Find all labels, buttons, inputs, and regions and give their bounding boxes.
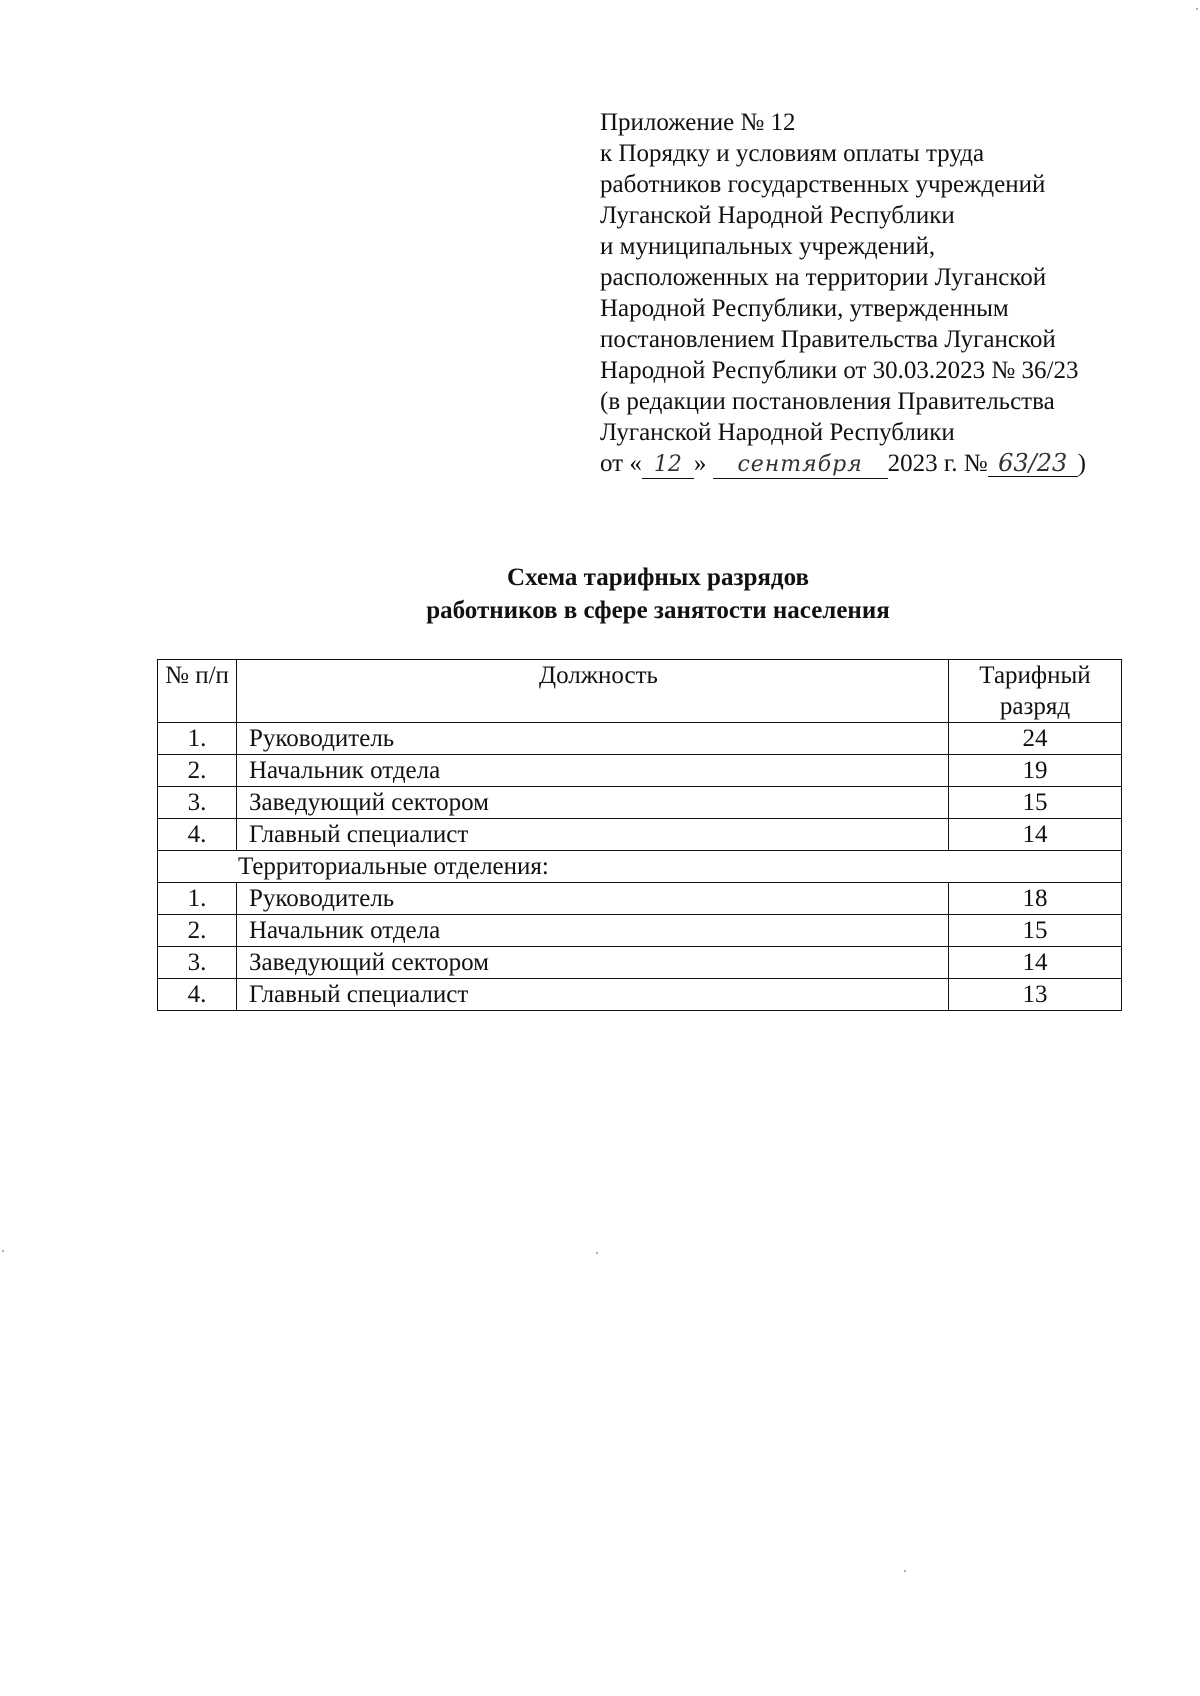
scan-speck [2, 1250, 4, 1252]
row-grade: 24 [949, 723, 1122, 755]
appendix-line: к Порядку и условиям оплаты труда [600, 140, 985, 167]
appendix-line: Приложение № 12 [600, 109, 796, 136]
row-grade: 15 [949, 915, 1122, 947]
handwritten-month: сентября [713, 452, 888, 479]
table-row [158, 723, 1122, 755]
row-position: Главный специалист [237, 819, 949, 851]
row-grade: 13 [949, 979, 1122, 1011]
header-grade: Тарифный разряд [949, 660, 1122, 723]
appendix-line: Народной Республики, утвержденным [600, 295, 1009, 322]
appendix-line: постановлением Правительства Луганской [600, 326, 1056, 353]
header-position: Должность [237, 660, 949, 723]
appendix-date-line [600, 448, 1160, 479]
date-prefix: от « [600, 450, 642, 477]
row-num: 4. [158, 819, 237, 851]
handwritten-day: 12 [642, 452, 694, 479]
appendix-line: и муниципальных учреждений, [600, 233, 936, 260]
appendix-line: Народной Республики от 30.03.2023 № 36/23 [600, 357, 1079, 384]
row-num: 2. [158, 755, 237, 787]
appendix-block [600, 107, 1160, 479]
scan-speck [1196, 8, 1198, 10]
row-num: 3. [158, 947, 237, 979]
date-mid: » [693, 450, 707, 477]
row-position: Заведующий сектором [237, 947, 949, 979]
table-row [158, 979, 1122, 1011]
table-row [158, 947, 1122, 979]
tariff-grades-table [157, 659, 1122, 1011]
row-num: 3. [158, 787, 237, 819]
table-row [158, 787, 1122, 819]
row-position: Главный специалист [237, 979, 949, 1011]
table-row [158, 819, 1122, 851]
row-grade: 14 [949, 947, 1122, 979]
row-num: 1. [158, 883, 237, 915]
row-grade: 14 [949, 819, 1122, 851]
section-title: Территориальные отделения: [158, 851, 1122, 883]
date-suffix: ) [1077, 450, 1086, 477]
table-row [158, 883, 1122, 915]
row-grade: 19 [949, 755, 1122, 787]
scan-speck [904, 1570, 906, 1572]
row-num: 1. [158, 723, 237, 755]
row-position: Начальник отдела [237, 915, 949, 947]
title-line-1: Схема тарифных разрядов [507, 564, 809, 591]
document-title [0, 561, 1200, 627]
date-year: 2023 г. № [887, 450, 988, 477]
row-position: Руководитель [237, 883, 949, 915]
section-row [158, 851, 1122, 883]
table-row [158, 915, 1122, 947]
row-num: 4. [158, 979, 237, 1011]
row-num: 2. [158, 915, 237, 947]
row-grade: 15 [949, 787, 1122, 819]
table-row [158, 755, 1122, 787]
table-header-row [158, 660, 1122, 723]
scan-speck [596, 1252, 598, 1254]
appendix-line: расположенных на территории Луганской [600, 264, 1047, 291]
header-num: № п/п [158, 660, 237, 723]
handwritten-number: 63/23 [988, 450, 1078, 477]
appendix-line: Луганской Народной Республики [600, 202, 955, 229]
appendix-line: (в редакции постановления Правительства [600, 388, 1055, 415]
appendix-line: работников государственных учреждений [600, 171, 1046, 198]
row-grade: 18 [949, 883, 1122, 915]
row-position: Руководитель [237, 723, 949, 755]
row-position: Начальник отдела [237, 755, 949, 787]
appendix-line: Луганской Народной Республики [600, 419, 955, 446]
row-position: Заведующий сектором [237, 787, 949, 819]
title-line-2: работников в сфере занятости населения [426, 597, 890, 624]
